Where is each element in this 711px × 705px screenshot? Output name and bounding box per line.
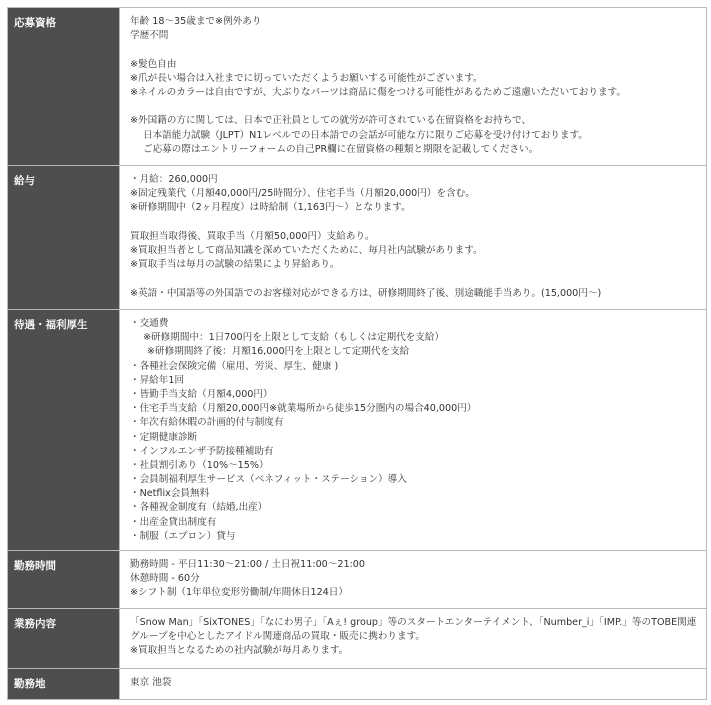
row-content-location: [120, 669, 707, 700]
row-header-duties: [8, 609, 120, 669]
row-header-benefits: [8, 310, 120, 551]
row-location: [8, 669, 707, 700]
row-content-benefits: [120, 310, 707, 551]
row-header-salary: [8, 166, 120, 310]
text-line: ※外国籍の方に関しては、日本で正社員としての就労が許可されている在留資格をお持ちで、: [130, 115, 532, 127]
list-item: ※研修期間中：1日700円を上限として支給（もしくは定期代を支給）: [143, 332, 445, 344]
list-item: ・各種社会保険完備（雇用、労災、厚生、健康 ): [130, 360, 339, 372]
row-label-qualification: 応募資格: [14, 17, 56, 29]
row-content-qualification: [120, 8, 707, 166]
list-item: ・制服（エプロン）貸与: [130, 530, 236, 542]
text-line: ・月給：260,000円: [130, 174, 218, 185]
list-item: ※研修期間終了後：月額16,000円を上限として定期代を支給: [147, 346, 410, 358]
text-line: ※英語・中国語等の外国語でのお客様対応ができる方は、研修期間終了後、別途職能手当あり。(15,000円～): [130, 287, 602, 299]
job-details-table: [7, 7, 707, 700]
text-line: ご応募の際はエントリーフォームの自己PR欄に在留資格の種類と期限を記載してください。: [143, 143, 539, 155]
row-content-duties: [120, 609, 707, 669]
list-item: ・インフルエンザ予防接種補助有: [130, 445, 274, 457]
text-line: ※買取担当者として商品知識を深めていただくために、毎月社内試験があります。: [130, 244, 483, 256]
text-line: ※固定残業代（月額40,000円/25時間分）、住宅手当（月額20,000円）を含む。: [130, 188, 475, 200]
row-header-qualification: [8, 8, 120, 166]
row-duties: [8, 609, 707, 669]
list-item: ・出産金貸出制度有: [130, 516, 217, 528]
list-item: ・年次有給休暇の計画的付与制度有: [130, 417, 284, 429]
row-content-salary: [120, 166, 707, 310]
list-item: ・Netflix会員無料: [130, 488, 210, 500]
text-line: 日本語能力試験（JLPT）N1レベルでの日本語での会話が可能な方に限りご応募を受け付けております。: [143, 129, 588, 141]
text-line: ※シフト制（1年単位変形労働制/年間休日124日）: [130, 587, 348, 599]
row-label-duties: 業務内容: [14, 618, 56, 630]
row-content-hours: [120, 551, 707, 609]
list-item: ・昇給年1回: [130, 374, 185, 386]
text-line: ※髪色自由: [130, 58, 177, 70]
text-line: 買取担当取得後、買取手当（月額50,000円）支給あり。: [130, 230, 375, 242]
row-benefits: [8, 310, 707, 551]
list-item: ・各種祝金制度有（結婚,出産）: [130, 502, 268, 514]
row-header-location: [8, 669, 120, 700]
row-label-salary: 給与: [14, 175, 35, 187]
list-item: ・社員割引あり（10%～15%）: [130, 459, 269, 471]
row-qualification: [8, 8, 707, 166]
text-line: ※ネイルのカラーは自由ですが、大ぶりなパーツは商品に傷をつける可能性があるためご遠慮いただいております。: [130, 86, 626, 98]
text-line: ※買取担当となるための社内試験が毎月あります。: [130, 645, 349, 657]
text-line: 休憩時間 - 60分: [130, 573, 200, 585]
list-item: ・交通費: [130, 318, 169, 329]
row-label-benefits: 待遇・福利厚生: [14, 319, 88, 331]
text-line: ※研修期間中（2ヶ月程度）は時給制（1,163円～）となります。: [130, 202, 411, 214]
text-line: 「Snow Man」「SixTONES」「なにわ男子」「Aぇ! group」等のスタートエンターテイメント、「Number_i」「IMP.」等のTOBE関連グループを中心としたアイドル関連商品の買取・販売に携わります。: [130, 617, 697, 643]
list-item: ・住宅手当支給（月額20,000円※就業場所から徒歩15分圏内の場合40,000円）: [130, 403, 477, 415]
row-salary: [8, 166, 707, 310]
text-line: 東京 池袋: [130, 677, 172, 688]
text-line: 年齢 18～35歳まで※例外あり: [130, 16, 262, 27]
text-line: 学歴不問: [130, 30, 169, 42]
text-line: ※爪が長い場合は入社までに切っていただくようお願いする可能性がございます。: [130, 72, 483, 84]
text-line: 勤務時間 - 平日11:30～21:00 / 土日祝11:00～21:00: [130, 559, 366, 570]
row-label-location: 勤務地: [14, 678, 46, 690]
list-item: ・定期健康診断: [130, 431, 198, 443]
row-header-hours: [8, 551, 120, 609]
row-hours: [8, 551, 707, 609]
list-item: ・皆勤手当支給（月額4,000円）: [130, 388, 273, 400]
text-line: ※買取手当は毎月の試験の結果により昇給あり。: [130, 259, 340, 271]
row-label-hours: 勤務時間: [14, 560, 56, 572]
list-item: ・会員制福利厚生サービス（ベネフィット・ステーション）導入: [130, 474, 407, 486]
